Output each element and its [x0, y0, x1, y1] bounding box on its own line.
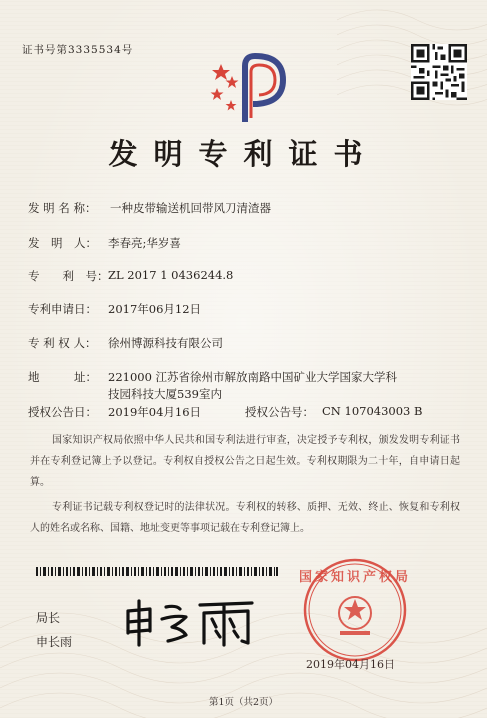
invention-name-label: 发 明 名 称： [28, 201, 97, 215]
cnipa-logo-icon [205, 48, 300, 126]
grant-date-value: 2019年04月16日 [108, 405, 202, 419]
inventor-value: 李春亮;华岁喜 [108, 236, 181, 250]
notice-paragraph-1: 国家知识产权局依照中华人民共和国专利法进行审查，决定授予专利权，颁发发明专利证书并在专利登记簿上予以登记。专利权自授权公告之日起生效。专利权期限为二十年，自申请日起算。 [30, 435, 460, 488]
patentee-label: 专 利 权 人： [28, 336, 97, 350]
director-name: 申长雨 [36, 635, 73, 649]
director-signature [120, 597, 260, 649]
application-date-value: 2017年06月12日 [108, 302, 202, 316]
director-title: 局长 [36, 611, 61, 625]
barcode-icon [36, 567, 278, 576]
notice-paragraph-2: 专利证书记载专利权登记时的法律状况。专利权的转移、质押、无效、终止、恢复和专利权人的姓名或名称、国籍、地址变更等事项记载在专利登记簿上。 [30, 502, 460, 534]
patent-number-value: ZL 2017 1 0436244.8 [108, 268, 234, 282]
grant-number-label: 授权公告号： [245, 405, 314, 419]
official-seal-icon [290, 555, 420, 665]
patentee-value: 徐州博源科技有限公司 [108, 336, 223, 350]
certificate-title: 发明专利证书 [108, 137, 379, 171]
page-number: 第1页（共2页） [208, 697, 279, 708]
svg-text:国家知识产权局: 国家知识产权局 [298, 570, 412, 585]
address-line1: 221000 江苏省徐州市解放南路中国矿业大学国家大学科 [108, 370, 398, 384]
address-line2: 技园科技大厦539室内 [108, 387, 222, 401]
grant-date-label: 授权公告日： [28, 405, 97, 419]
qr-code-icon [411, 44, 467, 100]
grant-number-value: CN 107043003 B [322, 404, 423, 418]
address-label: 地 址： [28, 370, 97, 384]
application-date-label: 专利申请日： [28, 302, 97, 316]
inventor-label: 发 明 人： [28, 236, 97, 250]
patent-number-label: 专 利 号： [28, 269, 109, 283]
invention-name-value: 一种皮带输送机回带风刀清渣器 [110, 201, 271, 215]
certificate-number: 证书号第3335534号 [22, 44, 134, 56]
seal-date: 2019年04月16日 [306, 658, 395, 671]
